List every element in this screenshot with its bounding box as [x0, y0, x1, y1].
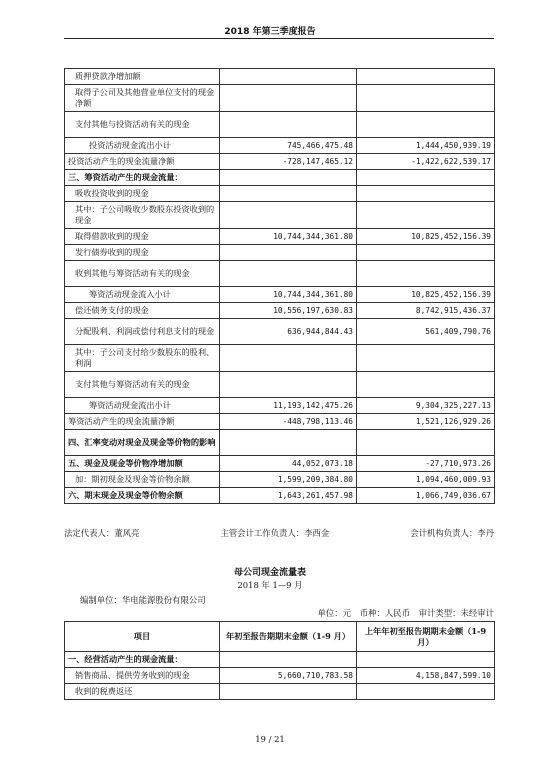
parent-cash-flow-table [64, 621, 495, 700]
row-previous-value: 561,409,790.76 [357, 319, 495, 345]
accounting-head: 主管会计工作负责人：李西金 [220, 528, 330, 538]
row-label: 吸收投资收到的现金 [65, 186, 220, 202]
table-row [65, 85, 495, 112]
table-row [65, 398, 495, 414]
table-row [65, 186, 495, 202]
row-previous-value: 1,066,749,036.67 [357, 488, 495, 504]
row-previous-value [357, 112, 495, 138]
row-previous-value: 10,825,452,156.39 [357, 287, 495, 303]
row-current-value: 1,643,261,457.98 [220, 488, 357, 504]
parent-table-title: 母公司现金流量表 [233, 568, 306, 578]
row-current-value [220, 430, 357, 456]
row-current-value [220, 202, 357, 229]
row-previous-value [357, 372, 495, 398]
table-row [65, 69, 495, 85]
row-previous-value [357, 345, 495, 372]
table-row [65, 261, 495, 287]
row-label: 支付其他与筹资活动有关的现金 [65, 372, 220, 398]
row-previous-value [357, 202, 495, 229]
row-current-value [220, 186, 357, 202]
table-row [65, 154, 495, 170]
row-label: 五、现金及现金等价物净增加额 [65, 456, 220, 472]
row-current-value: 44,052,073.18 [220, 456, 357, 472]
table-row [65, 430, 495, 456]
row-previous-value: 1,444,450,939.19 [357, 138, 495, 154]
row-previous-value: 1,094,460,009.93 [357, 472, 495, 488]
table-row [65, 229, 495, 245]
row-label: 质押贷款净增加额 [65, 69, 220, 85]
consolidated-cash-flow-table [64, 68, 495, 504]
row-previous-value: -27,710,973.26 [357, 456, 495, 472]
row-previous-value [357, 170, 495, 186]
report-header-title: 2018 年第三季度报告 [224, 27, 316, 37]
row-current-value [220, 112, 357, 138]
currency-label: 币种：人民币 [359, 608, 410, 618]
header-rule [64, 38, 494, 39]
prepared-by: 编制单位：华电能源股份有限公司 [80, 595, 206, 605]
row-current-value: 1,599,209,384.80 [220, 472, 357, 488]
unit-label: 单位：元 [317, 608, 352, 618]
table-row [65, 345, 495, 372]
table-row [65, 303, 495, 319]
table-row [65, 472, 495, 488]
row-label: 分配股利、利润或偿付利息支付的现金 [65, 319, 220, 345]
legal-representative: 法定代表人：董风亮 [64, 528, 140, 538]
signature-line [64, 527, 494, 539]
row-label: 一、经营活动产生的现金流量： [65, 652, 220, 668]
row-previous-value: 9,304,325,227.13 [357, 398, 495, 414]
row-label: 销售商品、提供劳务收到的现金 [65, 668, 220, 684]
row-current-value: 745,466,475.48 [220, 138, 357, 154]
row-previous-value: -1,422,622,539.17 [357, 154, 495, 170]
row-current-value: -448,798,113.46 [220, 414, 357, 430]
row-label: 四、汇率变动对现金及现金等价物的影响 [65, 430, 220, 456]
table-row [65, 684, 495, 700]
parent-cash-flow-body [65, 652, 495, 700]
row-previous-value [357, 85, 495, 112]
row-label: 加：期初现金及现金等价物余额 [65, 472, 220, 488]
row-current-value [220, 69, 357, 85]
unit-meta [312, 607, 494, 619]
table-header-row [65, 622, 495, 652]
accounting-org-head: 会计机构负责人：李丹 [410, 528, 494, 538]
row-label: 六、期末现金及现金等价物余额 [65, 488, 220, 504]
row-current-value: 5,660,710,783.58 [220, 668, 357, 684]
row-current-value: 10,744,344,361.80 [220, 229, 357, 245]
row-label: 发行债券收到的现金 [65, 245, 220, 261]
table-row [65, 202, 495, 229]
row-current-value [220, 261, 357, 287]
audit-type-label: 审计类型：未经审计 [418, 608, 494, 618]
table-row [65, 652, 495, 668]
row-current-value [220, 85, 357, 112]
page-number: 19 / 21 [255, 734, 285, 744]
row-current-value: 10,556,197,630.83 [220, 303, 357, 319]
header-previous: 上年年初至报告期期末金额（1-9 月） [357, 622, 495, 652]
row-label: 其中：子公司吸收少数股东投资收到的现金 [65, 202, 220, 229]
row-previous-value [357, 69, 495, 85]
row-current-value [220, 170, 357, 186]
table-row [65, 112, 495, 138]
row-label: 偿还债务支付的现金 [65, 303, 220, 319]
header-item: 项目 [65, 622, 220, 652]
row-label: 取得子公司及其他营业单位支付的现金净额 [65, 85, 220, 112]
row-previous-value: 4,158,847,599.10 [357, 668, 495, 684]
row-current-value [220, 684, 357, 700]
row-current-value [220, 372, 357, 398]
row-label: 取得借款收到的现金 [65, 229, 220, 245]
table-row [65, 414, 495, 430]
row-current-value [220, 245, 357, 261]
table-row [65, 138, 495, 154]
table-row [65, 319, 495, 345]
row-current-value: 636,944,844.43 [220, 319, 357, 345]
row-previous-value [357, 684, 495, 700]
table-row [65, 668, 495, 684]
table-row [65, 170, 495, 186]
row-previous-value: 10,825,452,156.39 [357, 229, 495, 245]
row-previous-value [357, 186, 495, 202]
parent-table-period: 2018 年 1—9 月 [237, 580, 303, 590]
table-row [65, 245, 495, 261]
table-row [65, 488, 495, 504]
row-label: 其中：子公司支付给少数股东的股利、利润 [65, 345, 220, 372]
header-current: 年初至报告期期末金额（1-9 月） [220, 622, 357, 652]
row-label: 投资活动产生的现金流量净额 [65, 154, 220, 170]
row-label: 投资活动现金流出小计 [65, 138, 220, 154]
row-current-value [220, 345, 357, 372]
row-current-value: -728,147,465.12 [220, 154, 357, 170]
row-previous-value [357, 245, 495, 261]
row-current-value: 10,744,344,361.80 [220, 287, 357, 303]
row-label: 支付其他与投资活动有关的现金 [65, 112, 220, 138]
row-current-value: 11,193,142,475.26 [220, 398, 357, 414]
row-label: 三、筹资活动产生的现金流量： [65, 170, 220, 186]
consolidated-cash-flow-body [65, 69, 495, 504]
row-label: 筹资活动产生的现金流量净额 [65, 414, 220, 430]
row-label: 筹资活动现金流入小计 [65, 287, 220, 303]
row-previous-value: 1,521,126,929.26 [357, 414, 495, 430]
row-previous-value [357, 652, 495, 668]
table-row [65, 456, 495, 472]
row-previous-value: 8,742,915,436.37 [357, 303, 495, 319]
table-row [65, 287, 495, 303]
row-previous-value [357, 261, 495, 287]
row-label: 收到其他与筹资活动有关的现金 [65, 261, 220, 287]
row-label: 收到的税费返还 [65, 684, 220, 700]
row-current-value [220, 652, 357, 668]
table-row [65, 372, 495, 398]
row-label: 筹资活动现金流出小计 [65, 398, 220, 414]
row-previous-value [357, 430, 495, 456]
